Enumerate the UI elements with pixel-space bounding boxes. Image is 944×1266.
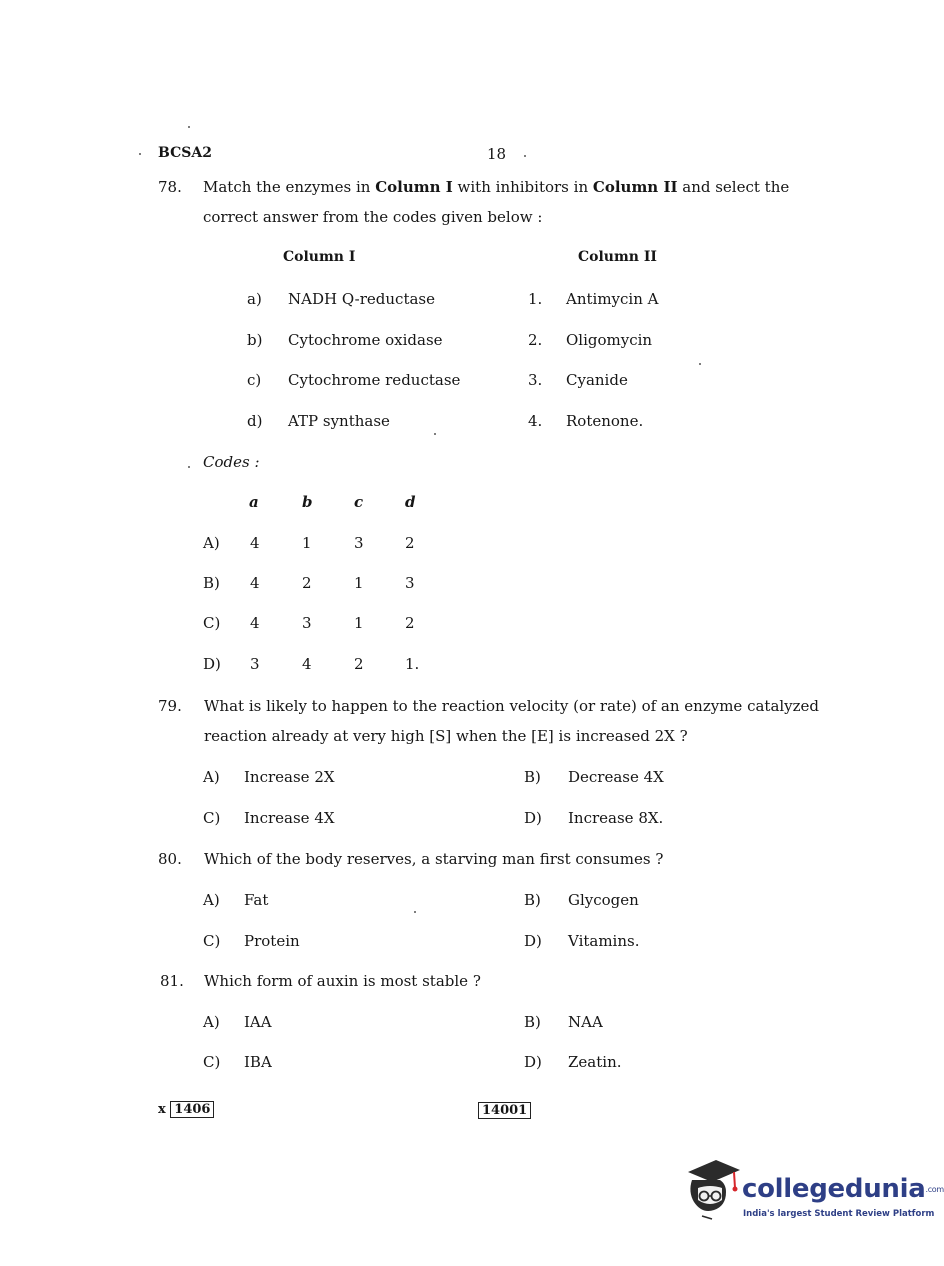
collegedunia-watermark: [682, 1158, 944, 1228]
codes-header: b: [302, 493, 313, 511]
brand-name: collegedunia.com: [742, 1174, 944, 1204]
option-text: Glycogen: [568, 891, 639, 909]
scan-speck: [524, 155, 526, 157]
footer-left-box: 1406: [170, 1101, 214, 1118]
codes-cell: 2: [405, 534, 415, 552]
codes-cell: 3: [250, 655, 260, 673]
page-number: 18: [487, 145, 507, 163]
column2-header: Column II: [578, 249, 657, 265]
option-label: A): [203, 1013, 220, 1031]
col2-label: 4.: [528, 412, 543, 430]
option-text: Increase 2X: [244, 768, 335, 786]
codes-option: B): [203, 574, 220, 592]
codes-cell: 2: [405, 614, 415, 632]
column1-header: Column I: [283, 249, 356, 265]
option-text: Increase 4X: [244, 809, 335, 827]
option-label: D): [524, 809, 542, 827]
codes-header: c: [354, 493, 364, 511]
codes-header: d: [405, 493, 416, 511]
codes-cell: 4: [250, 574, 260, 592]
col1-item: Cytochrome reductase: [288, 371, 461, 389]
codes-option: A): [203, 534, 220, 552]
col1-label: d): [247, 412, 263, 430]
option-label: A): [203, 768, 220, 786]
scan-speck: [699, 363, 701, 365]
option-label: B): [524, 1013, 541, 1031]
codes-cell: 1.: [405, 655, 420, 673]
exam-code: BCSA2: [158, 145, 212, 161]
codes-header: a: [249, 493, 259, 511]
option-label: C): [203, 1053, 221, 1071]
col2-item: Cyanide: [566, 371, 628, 389]
question-text-line1: Which form of auxin is most stable ?: [204, 972, 481, 990]
question-number: 80.: [158, 850, 182, 868]
codes-cell: 1: [354, 574, 364, 592]
footer-center-box: 14001: [478, 1102, 531, 1119]
codes-cell: 4: [302, 655, 312, 673]
question-number: 78.: [158, 178, 182, 196]
question-text-line1: Which of the body reserves, a starving man first consumes ?: [204, 850, 664, 868]
option-text: Increase 8X.: [568, 809, 664, 827]
question-text-line1: Match the enzymes in Column I with inhibitors in Column II and select the: [203, 178, 790, 196]
option-label: C): [203, 809, 221, 827]
codes-cell: 3: [302, 614, 312, 632]
col1-label: c): [247, 371, 262, 389]
col1-label: a): [247, 290, 262, 308]
codes-cell: 1: [354, 614, 364, 632]
col2-item: Antimycin A: [566, 290, 659, 308]
scan-speck: [139, 153, 141, 155]
col1-item: Cytochrome oxidase: [288, 331, 443, 349]
option-text: Fat: [244, 891, 269, 909]
col2-item: Rotenone.: [566, 412, 644, 430]
option-label: C): [203, 932, 221, 950]
option-text: IAA: [244, 1013, 272, 1031]
col2-label: 3.: [528, 371, 543, 389]
mascot-icon: [682, 1158, 742, 1220]
codes-cell: 3: [354, 534, 364, 552]
col2-label: 1.: [528, 290, 543, 308]
brand-tagline: India's largest Student Review Platform: [743, 1209, 935, 1219]
question-number: 81.: [160, 972, 184, 990]
codes-cell: 2: [302, 574, 312, 592]
option-text: Zeatin.: [568, 1053, 622, 1071]
codes-cell: 1: [302, 534, 312, 552]
option-text: NAA: [568, 1013, 603, 1031]
option-label: D): [524, 1053, 542, 1071]
option-label: D): [524, 932, 542, 950]
codes-cell: 4: [250, 614, 260, 632]
option-label: B): [524, 891, 541, 909]
footer-prefix: x: [158, 1102, 166, 1117]
scan-speck: [188, 466, 190, 468]
codes-label: Codes :: [203, 453, 260, 471]
option-text: IBA: [244, 1053, 272, 1071]
col1-item: NADH Q-reductase: [288, 290, 436, 308]
codes-cell: 4: [250, 534, 260, 552]
question-text-line2: reaction already at very high [S] when the [E] is increased 2X ?: [204, 727, 688, 745]
footer-left: [158, 1102, 214, 1117]
question-text-line1: What is likely to happen to the reaction velocity (or rate) of an enzyme catalyzed: [204, 697, 820, 715]
col2-label: 2.: [528, 331, 543, 349]
scan-speck: [188, 126, 190, 128]
col1-label: b): [247, 331, 263, 349]
option-text: Protein: [244, 932, 300, 950]
option-text: Vitamins.: [568, 932, 640, 950]
codes-cell: 2: [354, 655, 364, 673]
col1-item: ATP synthase: [288, 412, 390, 430]
codes-option: D): [203, 655, 221, 673]
scan-speck: [414, 911, 416, 913]
option-label: B): [524, 768, 541, 786]
option-label: A): [203, 891, 220, 909]
col2-item: Oligomycin: [566, 331, 653, 349]
codes-cell: 3: [405, 574, 415, 592]
question-number: 79.: [158, 697, 182, 715]
scan-speck: [434, 433, 436, 435]
question-text-line2: correct answer from the codes given below :: [203, 208, 543, 226]
option-text: Decrease 4X: [568, 768, 664, 786]
codes-option: C): [203, 614, 221, 632]
